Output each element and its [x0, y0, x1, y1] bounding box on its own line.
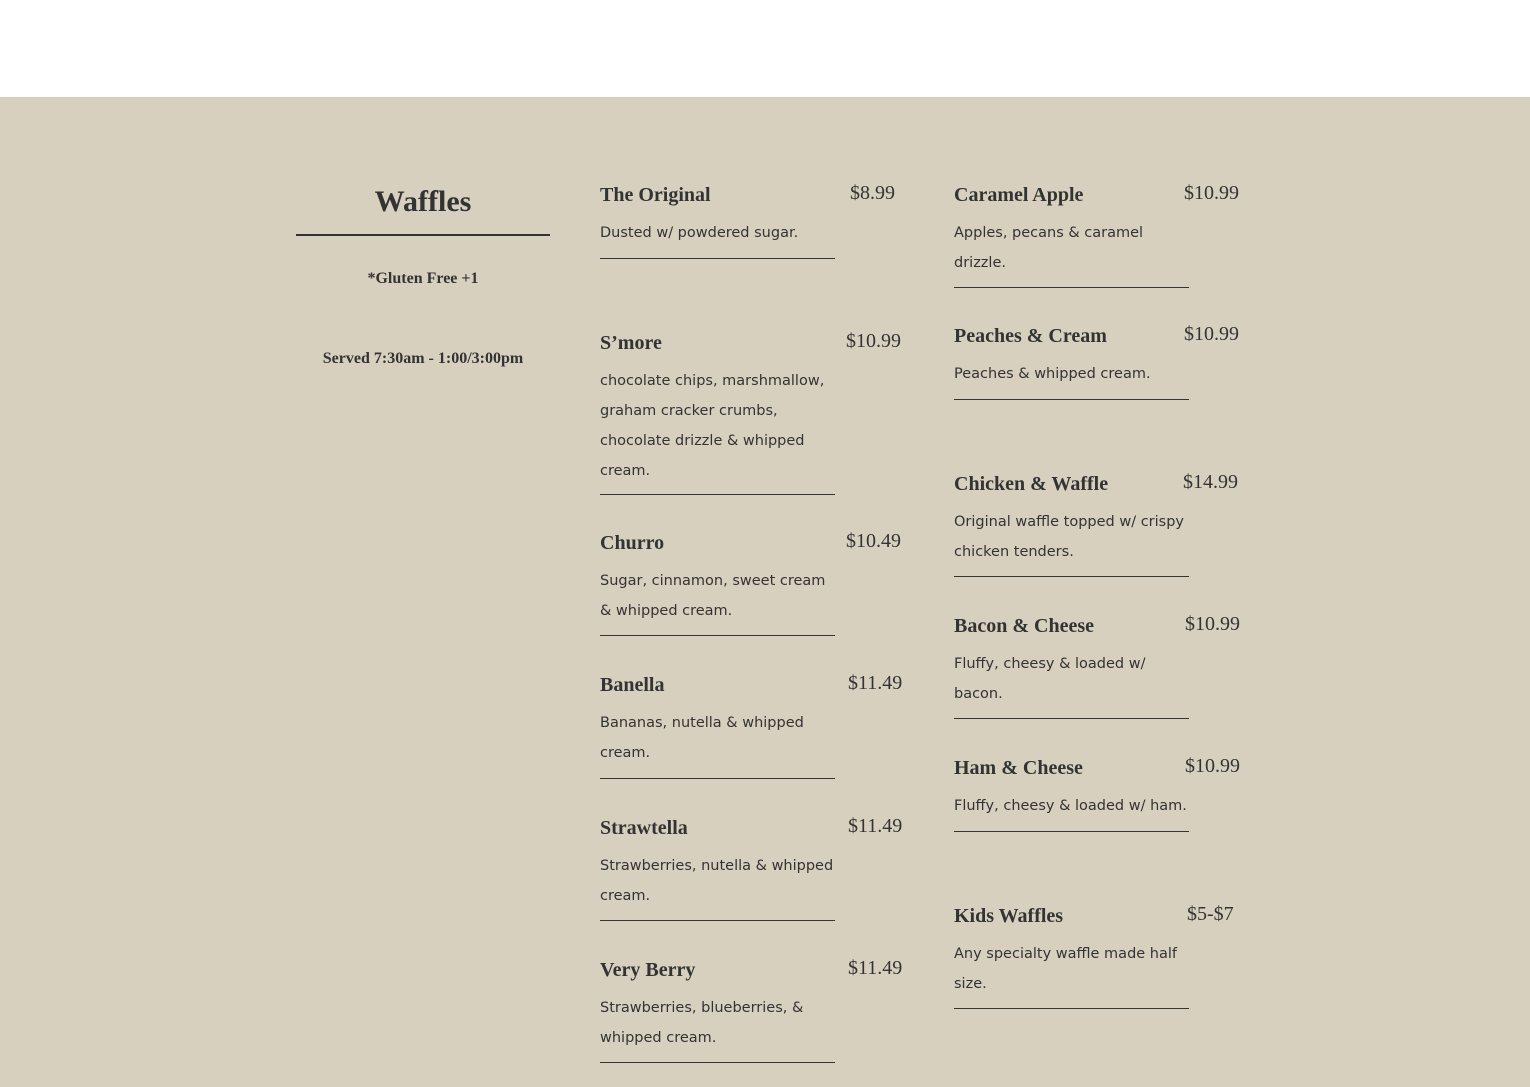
item-description: Strawberries, nutella & whipped cream.	[600, 858, 834, 904]
item-divider	[954, 1008, 1189, 1009]
item-price: $10.99	[1184, 323, 1239, 345]
item-description: Fluffy, cheesy & loaded w/ ham.	[954, 798, 1187, 814]
item-name: Caramel Apple	[954, 184, 1084, 206]
item-description: Strawberries, blueberries, & whipped cream.	[600, 1000, 804, 1046]
item-divider	[954, 576, 1189, 577]
serving-hours: Served 7:30am - 1:00/3:00pm	[322, 350, 524, 367]
section-heading	[296, 170, 550, 236]
item-divider	[600, 494, 835, 495]
item-description: Sugar, cinnamon, sweet cream & whipped cream.	[600, 573, 826, 619]
item-name: Churro	[600, 532, 665, 554]
item-name: Banella	[600, 674, 665, 696]
item-price: $11.49	[848, 815, 903, 837]
item-name: Bacon & Cheese	[954, 615, 1094, 637]
item-divider	[954, 399, 1189, 400]
item-price: $14.99	[1183, 471, 1238, 493]
item-description: Fluffy, cheesy & loaded w/ bacon.	[954, 656, 1146, 702]
item-description: Any specialty waffle made half size.	[954, 946, 1178, 992]
item-divider	[600, 258, 835, 259]
item-name: The Original	[600, 184, 711, 206]
item-name: Strawtella	[600, 817, 688, 839]
item-price: $10.99	[846, 330, 901, 352]
item-description: Bananas, nutella & whipped cream.	[600, 715, 804, 761]
item-description: chocolate chips, marshmallow, graham cracker crumbs, chocolate drizzle & whipped cream.	[600, 373, 825, 479]
section-title: Waffles	[296, 170, 550, 236]
item-divider	[954, 831, 1189, 832]
item-divider	[600, 1062, 835, 1063]
item-price: $10.99	[1184, 182, 1239, 204]
item-description: Original waffle topped w/ crispy chicken tenders.	[954, 514, 1184, 560]
item-divider	[600, 635, 835, 636]
item-price: $10.99	[1185, 613, 1240, 635]
item-name: Ham & Cheese	[954, 757, 1083, 779]
item-divider	[954, 718, 1189, 719]
gluten-free-note: *Gluten Free +1	[367, 270, 479, 287]
item-name: Very Berry	[600, 959, 696, 981]
top-header-bar	[0, 0, 1530, 97]
item-description: Dusted w/ powdered sugar.	[600, 225, 799, 241]
item-price: $11.49	[848, 957, 903, 979]
item-description: Peaches & whipped cream.	[954, 366, 1151, 382]
item-name: Peaches & Cream	[954, 325, 1107, 347]
item-divider	[600, 920, 835, 921]
item-name: Chicken & Waffle	[954, 473, 1109, 495]
item-name: S’more	[600, 332, 662, 354]
item-divider	[954, 287, 1189, 288]
item-price: $10.49	[846, 530, 901, 552]
item-description: Apples, pecans & caramel drizzle.	[954, 225, 1144, 271]
item-price: $11.49	[848, 672, 903, 694]
item-divider	[600, 778, 835, 779]
item-name: Kids Waffles	[954, 905, 1064, 927]
item-price: $5-$7	[1187, 903, 1234, 925]
item-price: $10.99	[1185, 755, 1240, 777]
item-price: $8.99	[850, 182, 895, 204]
